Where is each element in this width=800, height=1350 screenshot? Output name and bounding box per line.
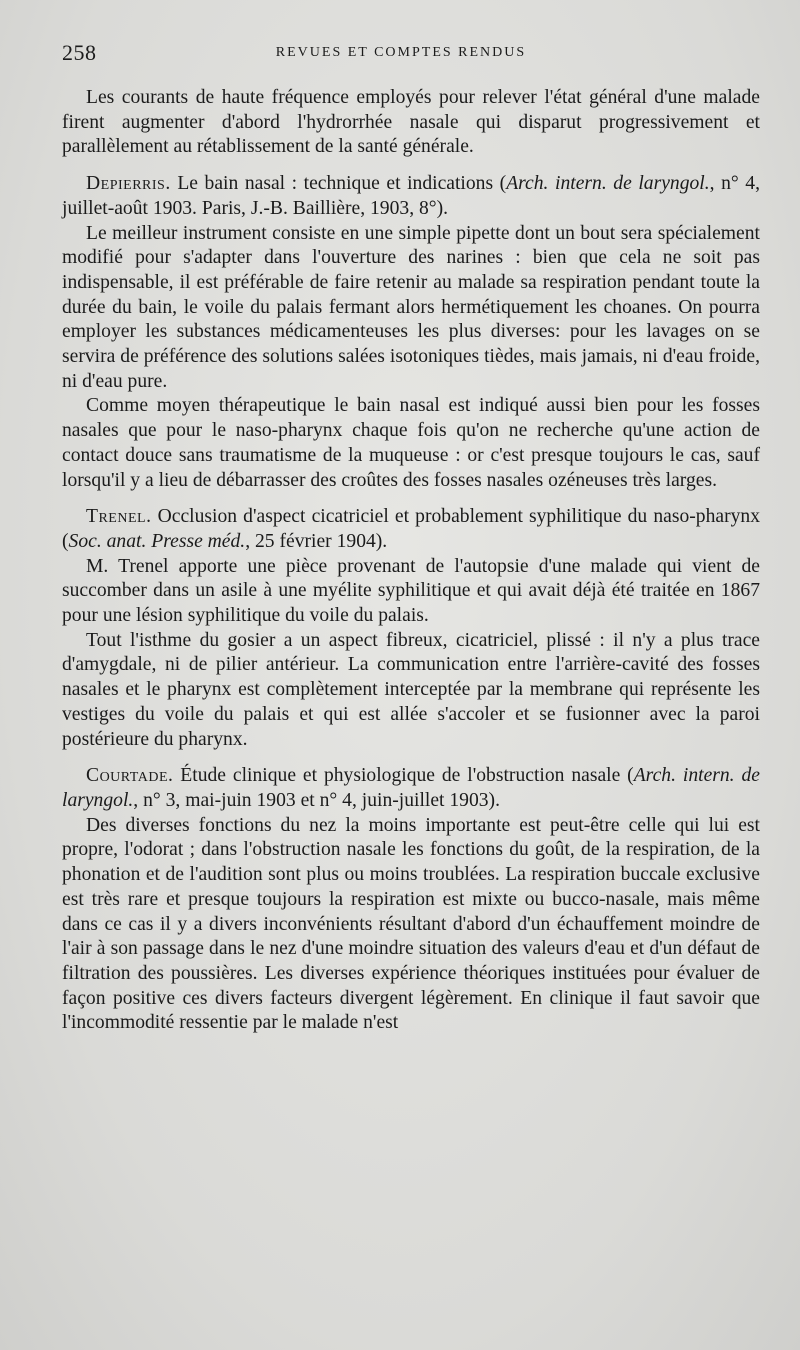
entry-ref: , n° 4, juillet-août 1903. Paris, J.-B. Baillière, 1903, 8°). [62,173,760,219]
paragraph-nasal-functions: Des diverses fonctions du nez la moins importante est peut-être celle qui lui est propre, l'odorat ; dans l'obstruction nasale les fonctions du goût, de la respiration, de la phonation et de l'audition sont plus ou moins troublées. La respiration buccale exclusive est très rare et presque toujours la respiration est mixte ou bucco-nasale, mais même dans ce cas il y a divers inconvénients résultant d'abord d'un échauffement moindre de l'air à son passage dans le nez d'une moindre situation des valeurs d'eau et d'un défaut de filtration des poussières. Les diverses expérience théoriques instituées pour évaluer de façon positive ces divers facteurs divergent légèrement. En clinique il faut savoir que l'incommodité ressentie par le malade n'est [62,814,760,1034]
entry-courtade: Courtade. Étude clinique et physiologique de l'obstruction nasale (Arch. intern. de laryngol., n° 3, mai-juin 1903 et n° 4, juin-juillet 1903). [62,765,760,811]
entry-author: Trenel. [86,506,152,528]
paragraph-hf-currents: Les courants de haute fréquence employés pour relever l'état général d'une malade firent augmenter d'abord l'hydrorrhée nasale qui disparut progressivement et parallèlement au rétablissement de la santé générale. [62,87,760,158]
paragraph-trenel-specimen: M. Trenel apporte une pièce provenant de l'autopsie d'une malade qui vient de succomber dans un asile à une myélite syphilitique et qui avait déjà été traitée en 1867 pour une lésion syphilitique du voile du palais. [62,555,760,627]
entry-journal: Soc. anat. Presse méd. [68,530,246,552]
entry-author: Courtade. [86,765,174,787]
paragraph-instrument: Le meilleur instrument consiste en une simple pipette dont un bout sera spécialement modifié pour s'adapter dans l'ouverture des narines : bien que cela ne soit pas indispensable, il est préférable de faire retenir au malade sa respiration pendant toute la durée du bain, le voile du palais fermant alors hermétiquement les choanes. On pourra employer les substances médicamenteuses les plus diverses: pour les lavages on se servira de préférence des solutions salées isotoniques tièdes, mais jamais, ni d'eau froide, ni d'eau pure. [62,222,760,392]
page-number: 258 [62,40,97,65]
paragraph-therapeutic: Comme moyen thérapeutique le bain nasal est indiqué aussi bien pour les fosses nasales que pour le naso-pharynx chaque fois qu'on ne recherche qu'une action de contact douce sans traumatisme de la muqueuse : or c'est presque toujours le cas, sauf lorsqu'il y a lieu de débarrasser des croûtes des fosses nasales ozéneuses très larges. [62,395,760,491]
entry-author: Depierris. [86,173,171,195]
entry-journal: Arch. intern. de laryngol. [62,765,760,811]
running-head: REVUES ET COMPTES RENDUS [275,45,527,60]
entry-title: Le bain nasal : technique et indications [177,173,494,195]
body-text [62,86,760,1036]
entry-depierris: Depierris. Le bain nasal : technique et indications (Arch. intern. de laryngol., n° 4, juillet-août 1903. Paris, J.-B. Baillière, 1903, 8°). [62,173,760,219]
entry-journal: Arch. intern. de laryngol. [506,173,710,195]
page-header [62,40,740,70]
entry-ref: , n° 3, mai-juin 1903 et n° 4, juin-juillet 1903). [133,789,500,811]
entry-ref: , 25 février 1904). [245,530,388,552]
entry-title: Étude clinique et physiologique de l'obstruction nasale [180,765,621,787]
entry-trenel: Trenel. Occlusion d'aspect cicatriciel et probablement syphilitique du naso-pharynx (Soc. anat. Presse méd., 25 février 1904). [62,506,760,552]
paragraph-isthmus: Tout l'isthme du gosier a un aspect fibreux, cicatriciel, plissé : il n'y a plus trace d'amygdale, ni de pilier antérieur. La communication entre l'arrière-cavité des fosses nasales et le pharynx est complètement interceptée par la membrane qui représente les vestiges du voile du palais et qui est allée s'accoler et se fusionner avec la paroi postérieure du pharynx. [62,629,760,750]
entry-title: Occlusion d'aspect cicatriciel et probablement syphilitique du naso-pharynx [157,506,760,528]
